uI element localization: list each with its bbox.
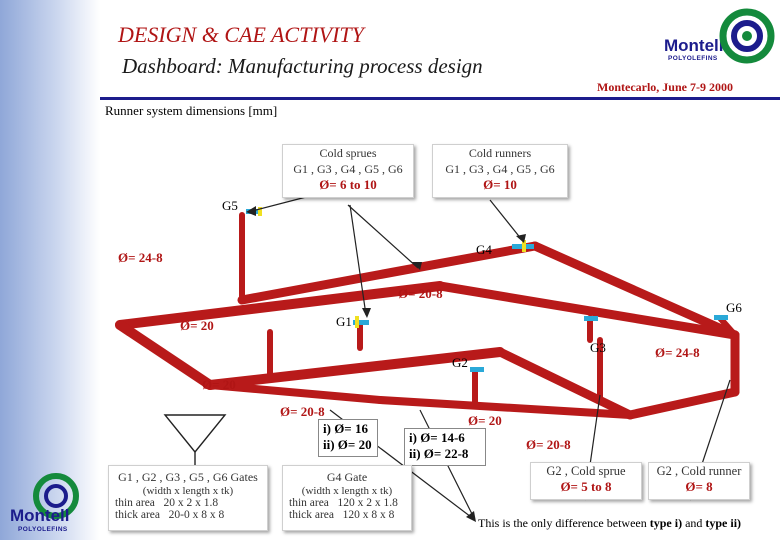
- diameter-20-8-center: Ø= 20-8: [280, 404, 325, 419]
- diameter-20-8-top: Ø= 20-8: [398, 286, 443, 301]
- gate-g3-label: G3: [590, 340, 606, 355]
- cold-runners-gates: G1 , G3 , G4 , G5 , G6: [445, 162, 555, 176]
- type-i-b: i) Ø= 14-6: [409, 430, 465, 445]
- cold-sprues-value: Ø= 6 to 10: [319, 177, 377, 192]
- g4-thin-label: thin area: [289, 497, 329, 509]
- g4-box-heading: G4 Gate: [326, 470, 368, 484]
- cold-sprues-gates: G1 , G3 , G4 , G5 , G6: [293, 162, 403, 176]
- gates-thin-value: 20 x 2 x 1.8: [163, 497, 219, 509]
- cold-runners-value: Ø= 10: [483, 177, 517, 192]
- type-ii-b: ii) Ø= 22-8: [409, 446, 469, 461]
- footer-note-type-ii: type ii): [705, 516, 742, 530]
- gates-thin-label: thin area: [115, 497, 155, 509]
- cold-sprues-callout: [282, 144, 414, 198]
- gates-thick-value: 20-0 x 8 x 8: [168, 509, 225, 521]
- footer-note-type-i: type i): [649, 516, 683, 530]
- type-box-a: [318, 419, 378, 457]
- page-subtitle: Dashboard: Manufacturing process design: [122, 54, 483, 78]
- diameter-20-8-right: Ø= 20-8: [526, 437, 571, 452]
- g2-sprue-value: Ø= 5 to 8: [560, 479, 612, 494]
- diameter-24-8-left: Ø= 24-8: [118, 250, 163, 265]
- footer-note: [478, 516, 741, 531]
- diameter-20-mid: Ø= 20: [180, 318, 214, 333]
- gate-g6-label: G6: [726, 300, 742, 315]
- gate-g1-label: G1: [336, 314, 352, 329]
- cold-sprues-title: Cold sprues: [319, 146, 377, 160]
- type-i-a: i) Ø= 16: [323, 421, 368, 436]
- gates-box-heading: G1 , G2 , G3 , G5 , G6 Gates: [118, 470, 258, 484]
- section-title: Runner system dimensions [mm]: [105, 103, 278, 118]
- diameter-24-8-right: Ø= 24-8: [655, 345, 700, 360]
- gates-dimensions-box: [108, 465, 268, 531]
- g4-box-sub: (width x length x tk): [301, 485, 393, 497]
- bottom-logo-text: Montell: [10, 506, 70, 525]
- gate-g5-label: G5: [222, 198, 238, 213]
- gate-g4-label: G4: [476, 242, 492, 257]
- g4-thick-value: 120 x 8 x 8: [342, 509, 395, 521]
- logo-text: Montell: [664, 36, 724, 55]
- date-label: Montecarlo, June 7-9 2000: [597, 80, 733, 94]
- g4-thin-value: 120 x 2 x 1.8: [337, 497, 398, 509]
- gates-box-sub: (width x length x tk): [142, 485, 234, 497]
- g2-cold-sprue-callout: [530, 462, 642, 500]
- gate-g2-label: G2: [452, 355, 468, 370]
- g2-runner-title: G2 , Cold runner: [656, 464, 742, 478]
- logo-subtext: POLYOLEFINS: [668, 55, 718, 62]
- g2-runner-value: Ø= 8: [685, 479, 713, 494]
- cold-runners-callout: [432, 144, 568, 198]
- cold-runners-title: Cold runners: [468, 146, 532, 160]
- g4-thick-label: thick area: [289, 509, 335, 521]
- hopper-icon: [165, 415, 225, 465]
- footer-note-prefix: This is the only difference between: [478, 516, 650, 530]
- g4-gate-dimensions-box: [282, 465, 412, 531]
- gates-thick-label: thick area: [115, 509, 161, 521]
- type-box-b: [404, 428, 486, 466]
- page-title: DESIGN & CAE ACTIVITY: [118, 22, 364, 47]
- g2-cold-runner-callout: [648, 462, 750, 500]
- g2-sprue-title: G2 , Cold sprue: [546, 464, 626, 478]
- type-ii-a: ii) Ø= 20: [323, 437, 372, 452]
- diameter-20-left: Ø= 20: [202, 377, 236, 392]
- diameter-20-right: Ø= 20: [468, 413, 502, 428]
- bottom-logo-subtext: POLYOLEFINS: [18, 526, 68, 533]
- footer-note-mid: and: [682, 516, 706, 530]
